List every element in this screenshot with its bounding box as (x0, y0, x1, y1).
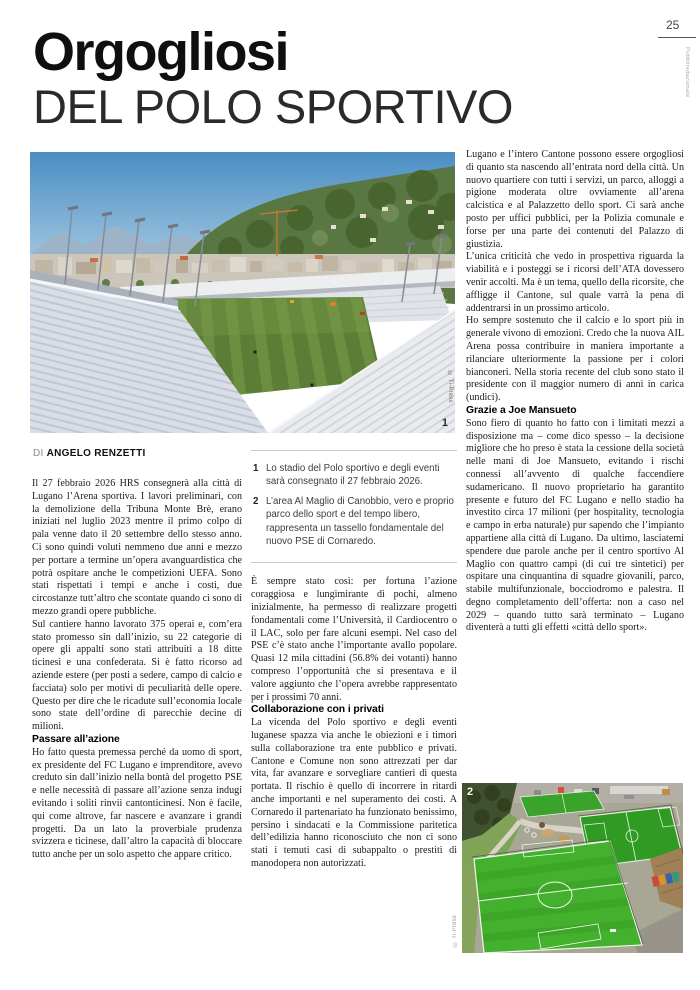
caption-text: L’area Al Maglio di Canobbio, vero e proprio parco dello sport e del tempo libero, rappresenta un tassello fondamentale del nuovo PSE di Cornaredo. (266, 495, 454, 548)
paragraph: Ho fatto questa premessa perché da uomo di sport, ex presidente del FC Lugano e imprenditore, avevo creduto sin dall’inizio nella bontà del progetto PSE e nelle necessità di passare all’azione senza indugi evitando i soliti rinvii cantonticinesi. Non è facile, qui come altrove, far nascere e avanzare i grandi progetti. Da un lato la proverbiale prudenza svizzera e ticinese, dall’altro la capacità di bloccare tutto anche per un solo aspetto che appare critico. (32, 746, 242, 861)
section-heading: Grazie a Joe Mansueto (466, 404, 577, 416)
photo2-credit: © Ti-Press (452, 915, 458, 947)
caption-number: 1 (253, 463, 259, 474)
stadium-photo-graphic (30, 152, 455, 433)
paragraph: L’unica criticità che vedo in prospettiva riguarda la viabilità e i posteggi se i ricorsi dell’ATA dovessero venir accolti. Ma è un tema, quello della ricorsite, che affligge il Cantone, sul quale varrà la pena di addentrarsi in un prossimo articolo. (466, 251, 684, 314)
byline (33, 448, 146, 459)
article-column-2 (251, 450, 457, 871)
page-number: 25 (666, 18, 680, 32)
caption-number: 2 (253, 495, 259, 507)
article-column-1 (32, 478, 242, 862)
page-number-rule (658, 37, 696, 38)
page-subtitle: DEL POLO SPORTIVO (33, 80, 513, 133)
caption-item (253, 462, 455, 489)
photo2-number-label: 2 (467, 786, 474, 798)
stadium-photo (30, 152, 455, 433)
byline-author: ANGELO RENZETTI (46, 448, 146, 459)
photo-captions-block (251, 450, 457, 563)
paragraph: Sono fiero di quanto ho fatto con i limitati mezzi a disposizione ma – come dico spesso – la decisione migliore che ho preso è stata la cessione della società nelle mani di Joe Mansueto, evitando i rischi connessi all’avvento di qualche faccendiere sudamericano. Il nuovo proprietario ha garantito presente e futuro del FC Lugano e nello stadio ha investito circa 17 milioni (per hospitality, tecnologia e campo in erba naturale) pur sapendo che l’impianto appartiene alla città di Lugano. Da ultimo, lasciatemi spendere due parole anche per il centro sportivo Al Maglio con quattro campi (di cui tre sintetici) per ospitare una cinquantina di squadre giovanili, parco, stabile multifunzionale, bocciodromo e palestra. Il degno completamento dell’offerta: non a caso nel 2029 – quando tutto sarà terminato – Lugano diventerà a tutti gli effetti «città dello sport». (466, 417, 684, 634)
paragraph: Sul cantiere hanno lavorato 375 operai e, com’era stato promesso sin dall’inizio, su 22 categorie di opere gli appalti sono stati attribuiti a 18 ditte ticinesi e una confederata. Si è fatto ricorso ad aziende estere (per posti a sedere, campo di calcio e facciata) solo per motivi di peculiarità delle opere. Questo per dire che le ricadute sull’economia locale sono state dell’ordine di parecchie decine di milioni. (32, 618, 242, 733)
section-heading: Collaborazione con i privati (251, 704, 384, 716)
photo1-credit: © Ti-Press (447, 371, 453, 403)
paragraph: È sempre stato così: per fortuna l’azione coraggiosa e lungimirante di pochi, almeno inizialmente, ha permesso di realizzare progetti fondamentali come l’Università, il Cardiocentro o il LAC, solo per fare alcuni esempi. Nel caso del PSE c’è stato anche l’importante avallo popolare. Quasi 12 mila cittadini (56.8% dei votanti) hanno compreso l’opportunità che si presentava e il valore aggiunto che l’opera avrebbe rappresentato per i prossimi 70 anni. (251, 576, 457, 703)
paragraph: La vicenda del Polo sportivo e degli eventi luganese spazza via anche le obiezioni e i timori sulla collaborazione tra ente pubblico e privati. Cantone e Comune non sono attrezzati per dar vita, far avanzare e sorvegliare cantieri di questa portata. Il rischio è quello di incorrere in ritardi anche importanti e nel superamento dei costi. A Cornaredo il partenariato ha funzionato benissimo, persino i sindacati e la Commissione paritetica dell’edilizia hanno riconosciuto che non ci sono stati i temuti casi di subappalto o prestiti di manodopera non autorizzati. (251, 717, 457, 869)
caption-item (253, 495, 455, 549)
side-label: Pubbliredazionale (684, 47, 690, 98)
paragraph: Il 27 febbraio 2026 HRS consegnerà alla città di Lugano l’Arena sportiva. I lavori preliminari, con la demolizione della Tribuna Monte Brè, erano iniziati nel luglio 2023 mentre il primo colpo di pala venne dato il 20 settembre dello stesso anno. Ci sono quindi voluti nemmeno due anni e mezzo per portare a termine un’opera avanguardistica che potrà ospitare anche le competizioni UEFA. Sono stati rispettati i tempi e anche i costi, due circostanze tutt’altro che scontate quando ci sono di mezzo grandi opere pubbliche. (32, 478, 242, 617)
byline-prefix: DI (33, 448, 44, 459)
sports-fields-photo-graphic (462, 783, 683, 953)
paragraph: Lugano e l’intero Cantone possono essere orgogliosi di quanto sta nascendo all’entrata nord della città. Un nuovo quartiere con tutti i servizi, un parco, alloggi a pigione moderata oltre ovviamente all’arena calcistica e al Palazzetto dello sport. Ci sarà anche posto per uffici pubblici, per la Polizia comunale e forse per una parte dei contenuti del Palazzo di giustizia. (466, 149, 684, 250)
page-title: Orgogliosi (33, 22, 288, 82)
article-column-3 (466, 149, 684, 635)
paragraph: Ho sempre sostenuto che il calcio e lo sport più in generale vivono di emozioni. Credo che la nuova AIL Arena possa contribuire in maniera importante a rilanciare ulteriormente la passione per i colori bianconeri. Nella storia recente del club sono stato il presidente con il maggior numero di anni in carica (undici). (466, 315, 684, 404)
caption-text: Lo stadio del Polo sportivo e degli eventi sarà consegnato il 27 febbraio 2026. (266, 463, 440, 488)
sports-fields-photo (452, 783, 683, 953)
photo1-number-label: 1 (441, 417, 448, 429)
section-heading: Passare all’azione (32, 733, 120, 745)
